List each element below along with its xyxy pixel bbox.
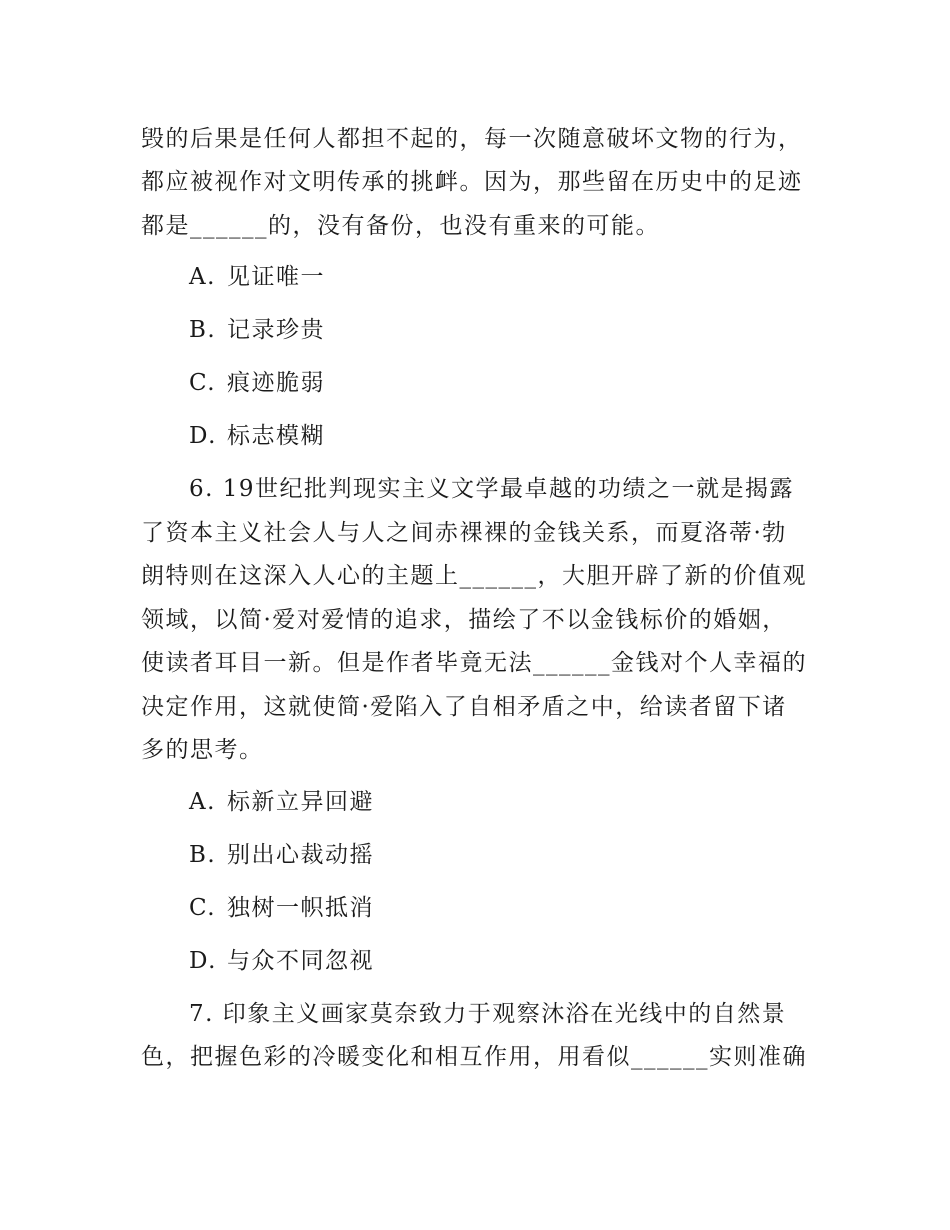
option-b: [189, 315, 325, 345]
option-text: 痕迹脆弱: [227, 370, 325, 396]
option-letter: A.: [189, 789, 216, 815]
option-d: [189, 421, 325, 451]
passage-line: 都是______的，没有备份，也没有重来的可能。: [141, 213, 660, 239]
option-c: [189, 893, 374, 923]
option-a: [189, 262, 325, 292]
passage-line: 毁的后果是任何人都担不起的，每一次随意破坏文物的行为，: [141, 126, 803, 152]
question-6-line: 朗特则在这深入人心的主题上______，大胆开辟了新的价值观: [141, 563, 807, 589]
option-letter: C.: [189, 895, 217, 921]
passage-line: 都应被视作对文明传承的挑衅。因为，那些留在历史中的足迹: [141, 169, 803, 195]
option-text: 记录珍贵: [227, 317, 325, 343]
question-6-line: 决定作用，这就使简·爱陷入了自相矛盾之中，给读者留下诸: [141, 694, 787, 720]
option-text: 别出心裁动摇: [227, 842, 374, 868]
option-b: [189, 840, 374, 870]
option-letter: A.: [189, 264, 216, 290]
option-c: [189, 368, 325, 398]
option-text: 见证唯一: [227, 264, 325, 290]
option-letter: D.: [189, 948, 217, 974]
option-text: 与众不同忽视: [227, 948, 374, 974]
question-6-line: 多的思考。: [141, 737, 264, 763]
question-6-line: 领域，以简·爱对爱情的追求，描绘了不以金钱标价的婚姻，: [141, 607, 787, 633]
option-letter: B.: [189, 842, 217, 868]
option-text: 标志模糊: [227, 423, 325, 449]
question-7-line: 色，把握色彩的冷暖变化和相互作用，用看似______实则准确: [141, 1044, 807, 1070]
question-6-line: 了资本主义社会人与人之间赤裸裸的金钱关系，而夏洛蒂·勃: [141, 520, 787, 546]
option-text: 独树一帜抵消: [227, 895, 374, 921]
option-text: 标新立异回避: [227, 789, 374, 815]
question-6-line: 使读者耳目一新。但是作者毕竟无法______金钱对个人幸福的: [141, 650, 807, 676]
option-d: [189, 946, 374, 976]
option-a: [189, 787, 374, 817]
option-letter: D.: [189, 423, 217, 449]
question-6-line: 6. 19世纪批判现实主义文学最卓越的功绩之一就是揭露: [189, 476, 795, 502]
option-letter: C.: [189, 370, 217, 396]
option-letter: B.: [189, 317, 217, 343]
question-7-line: 7. 印象主义画家莫奈致力于观察沐浴在光线中的自然景: [189, 1001, 787, 1027]
